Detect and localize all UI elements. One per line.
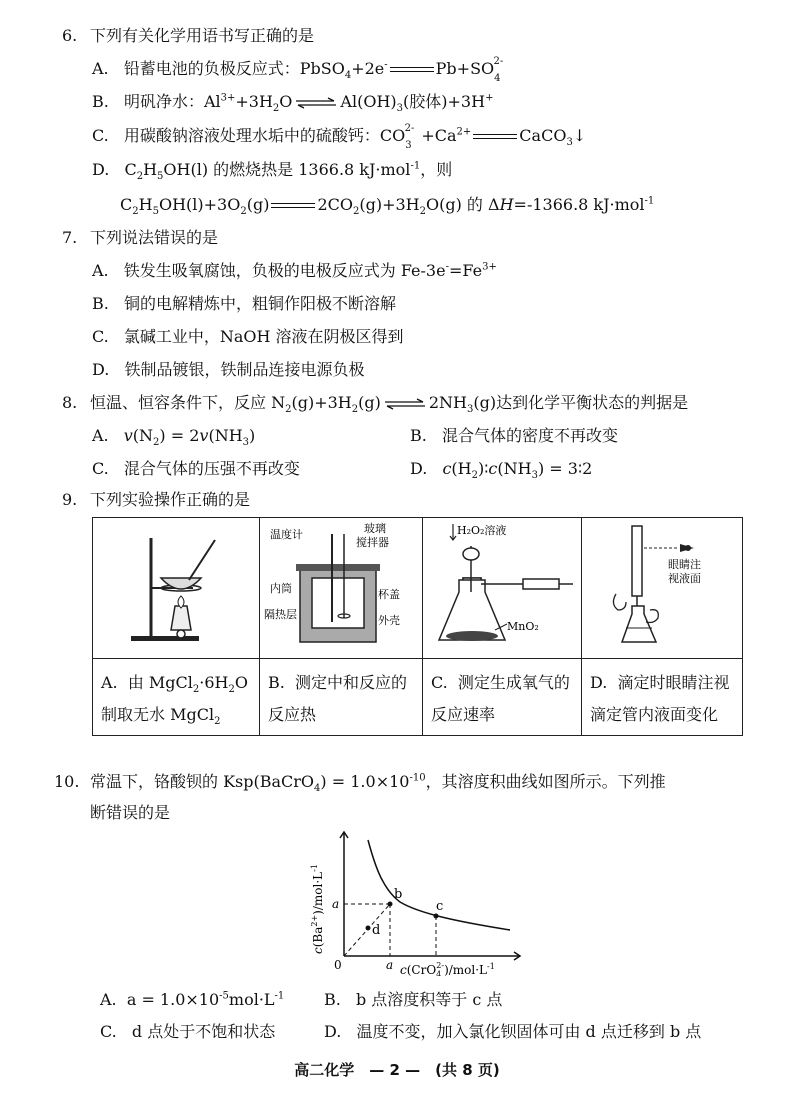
label-thermometer: 温度计	[270, 528, 303, 541]
stem-text: 常温下，铬酸钡的 Ksp(BaCrO	[90, 772, 315, 791]
option-label: D.	[324, 1022, 342, 1041]
question-6-number: 6.	[62, 26, 78, 45]
reversible-arrow-icon	[383, 398, 427, 410]
evaporating-dish-apparatus-icon	[93, 518, 259, 654]
option-a-description: A. 由 $MgCl_2\cdot 6H_2O$ 制取无水 MgCl$_2$	[93, 659, 260, 736]
label-glass: 玻璃	[364, 522, 386, 535]
question-10-option-b	[324, 988, 502, 1012]
experiment-table	[92, 517, 743, 736]
question-9-number: 9.	[62, 490, 78, 509]
question-6-option-a: A. 铅蓄电池的负极反应式：PbSO$_4$+2e- $Pb+SO_4^{2-}$	[92, 55, 504, 85]
question-8-number: 8.	[62, 393, 78, 412]
apparatus-c-cell	[423, 518, 582, 659]
question-10-stem-line2: 断错误的是	[90, 803, 171, 822]
apparatus-b-cell	[260, 518, 423, 659]
question-8-option-c	[92, 457, 300, 481]
question-10-option-c	[100, 1020, 275, 1044]
origin-label: 0	[334, 958, 342, 972]
tick-a-x: a	[386, 958, 394, 972]
option-label: C.	[100, 1022, 117, 1041]
apparatus-d-cell	[582, 518, 743, 659]
label-insulation: 隔热层	[264, 608, 297, 621]
question-10-option-d	[324, 1020, 701, 1044]
calorimeter-apparatus-icon	[260, 518, 422, 654]
option-label: B.	[410, 426, 427, 445]
label-stirrer: 搅拌器	[356, 536, 389, 549]
question-8-option-d: D. $c(H_2)∶c(NH_3)$ = 3∶2	[410, 459, 593, 482]
solubility-curve-figure	[300, 826, 530, 976]
label-mno2: MnO₂	[507, 620, 539, 633]
point-b	[388, 902, 393, 907]
stem-text: ) = 1.0×10	[320, 772, 410, 791]
option-label: B.	[92, 92, 109, 111]
option-label: C.	[92, 459, 109, 478]
stem-text: 恒温、恒容条件下，反应 N	[90, 393, 286, 412]
option-label: B.	[92, 294, 109, 313]
option-label: A.	[92, 261, 109, 280]
option-label: C.	[92, 126, 109, 145]
option-text: 铜的电解精炼中，粗铜作阳极不断溶解	[123, 294, 396, 313]
question-6-option-c: C. 用碳酸钠溶液处理水垢中的硫酸钙：$CO_3^{2-} +Ca^{2+}$ CaCO$_3$↓	[92, 122, 587, 152]
question-7-option-b	[92, 292, 396, 316]
stem-text: 达到化学平衡状态的判据是	[496, 393, 689, 412]
point-d	[366, 926, 371, 931]
option-text: 氯碱工业中，NaOH 溶液在阴极区得到	[123, 327, 404, 346]
option-label: D.	[410, 459, 428, 478]
label-outer-shell: 外壳	[378, 614, 400, 627]
point-c	[434, 914, 439, 919]
label-d: d	[372, 923, 381, 938]
question-7-option-c	[92, 325, 404, 349]
option-text: 混合气体的密度不再改变	[441, 426, 618, 445]
label-b: b	[394, 887, 403, 902]
question-6-option-d-line2: $C_2H_5OH(l)+3O_2(g)$ $2CO_2(g)+3H_2O(g)$ 的 ΔH=-1366.8 kJ·mol$^{-1}$	[120, 195, 655, 218]
label-c: c	[436, 899, 444, 914]
tick-a-y: a	[332, 897, 340, 911]
option-text: b 点溶度积等于 c 点	[355, 990, 503, 1009]
question-9-stem: 下列实验操作正确的是	[90, 490, 251, 509]
option-text: 温度不变，加入氯化钡固体可由 d 点迁移到 b 点	[356, 1022, 702, 1041]
label-eye-line1: 眼睛注	[668, 558, 701, 571]
titration-apparatus-icon	[582, 518, 742, 654]
label-eye-line2: 视液面	[668, 572, 701, 585]
solubility-curve	[368, 840, 510, 930]
apparatus-a-cell	[93, 518, 260, 659]
question-10-number: 10.	[54, 772, 80, 791]
option-text: 混合气体的压强不再改变	[123, 459, 300, 478]
question-6-option-d-line1: D. $C_2H_5OH(l)$ 的燃烧热是 1366.8 kJ·mol$^{-1}$，则	[92, 160, 453, 183]
stem-text: ，其溶度积曲线如图所示。下列推	[425, 772, 666, 791]
question-10-stem-line1: 常温下，铬酸钡的 Ksp(BaCrO$_4$) = $1.0\times 10^{-10}$，其溶度积曲线如图所示。下列推	[90, 772, 666, 795]
option-text: C	[120, 195, 133, 214]
option-label: D.	[92, 160, 110, 179]
page-footer: 高二化学 — 2 — (共 8 页)	[294, 1061, 500, 1079]
option-label: D.	[92, 360, 110, 379]
equal-arrow	[390, 65, 434, 75]
question-7-number: 7.	[62, 228, 78, 247]
question-7-stem: 下列说法错误的是	[90, 228, 219, 247]
question-7-option-d	[92, 358, 364, 382]
equal-arrow	[271, 201, 315, 211]
option-text: 铁制品镀银，铁制品连接电源负极	[124, 360, 365, 379]
option-text: 用碳酸钠溶液处理水垢中的硫酸钙：CO	[123, 126, 406, 145]
option-text: d 点处于不饱和状态	[131, 1022, 276, 1041]
option-text: 铁发生吸氧腐蚀，负极的电极反应式为 Fe-3e	[123, 261, 446, 280]
y-axis-label: $c(Ba^{2+})/mol\cdot L^{-1}$	[310, 864, 325, 954]
option-label: A.	[92, 59, 109, 78]
option-text: C	[124, 160, 137, 179]
question-8-stem: 恒温、恒容条件下，反应 $N_2(g)+3H_2(g)$ $2NH_3(g)$达到化学平衡状态的判据是	[90, 393, 689, 416]
option-label: A.	[92, 426, 109, 445]
equal-arrow	[473, 132, 517, 142]
option-text: 明矾净水：Al	[123, 92, 221, 111]
label-lid: 杯盖	[378, 588, 400, 601]
option-label: C.	[92, 327, 109, 346]
question-6-stem: 下列有关化学用语书写正确的是	[90, 26, 315, 45]
reversible-arrow-icon	[294, 97, 338, 109]
x-axis-label: $c(CrO_42-)/mol\cdot L^{-1}$	[400, 961, 495, 976]
question-7-option-a: A. 铁发生吸氧腐蚀，负极的电极反应式为 $Fe-3e^-=Fe^{3+}$	[92, 261, 497, 280]
option-c-description: C. 测定生成氧气的反应速率	[423, 659, 582, 736]
question-6-option-b: B. 明矾净水：$Al^{3+}+3H_2O$ $Al(OH)_3$(胶体)+3H+	[92, 92, 494, 115]
oxygen-rate-apparatus-icon	[423, 518, 581, 654]
label-h2o2: H₂O₂溶液	[457, 524, 507, 537]
label-inner-cup: 内筒	[270, 582, 292, 595]
question-8-option-a: A. $v(N_2) = 2v(NH_3)$	[92, 426, 256, 449]
option-b-description: B. 测定中和反应的反应热	[260, 659, 423, 736]
question-8-option-b	[410, 424, 618, 448]
option-label: B.	[324, 990, 341, 1009]
option-text: 铅蓄电池的负极反应式：PbSO	[123, 59, 345, 78]
option-d-description: D. 滴定时眼睛注视滴定管内液面变化	[582, 659, 743, 736]
question-10-option-a: A. $a = 1.0\times 10^{-5}mol\cdot L^{-1}$	[100, 990, 285, 1009]
